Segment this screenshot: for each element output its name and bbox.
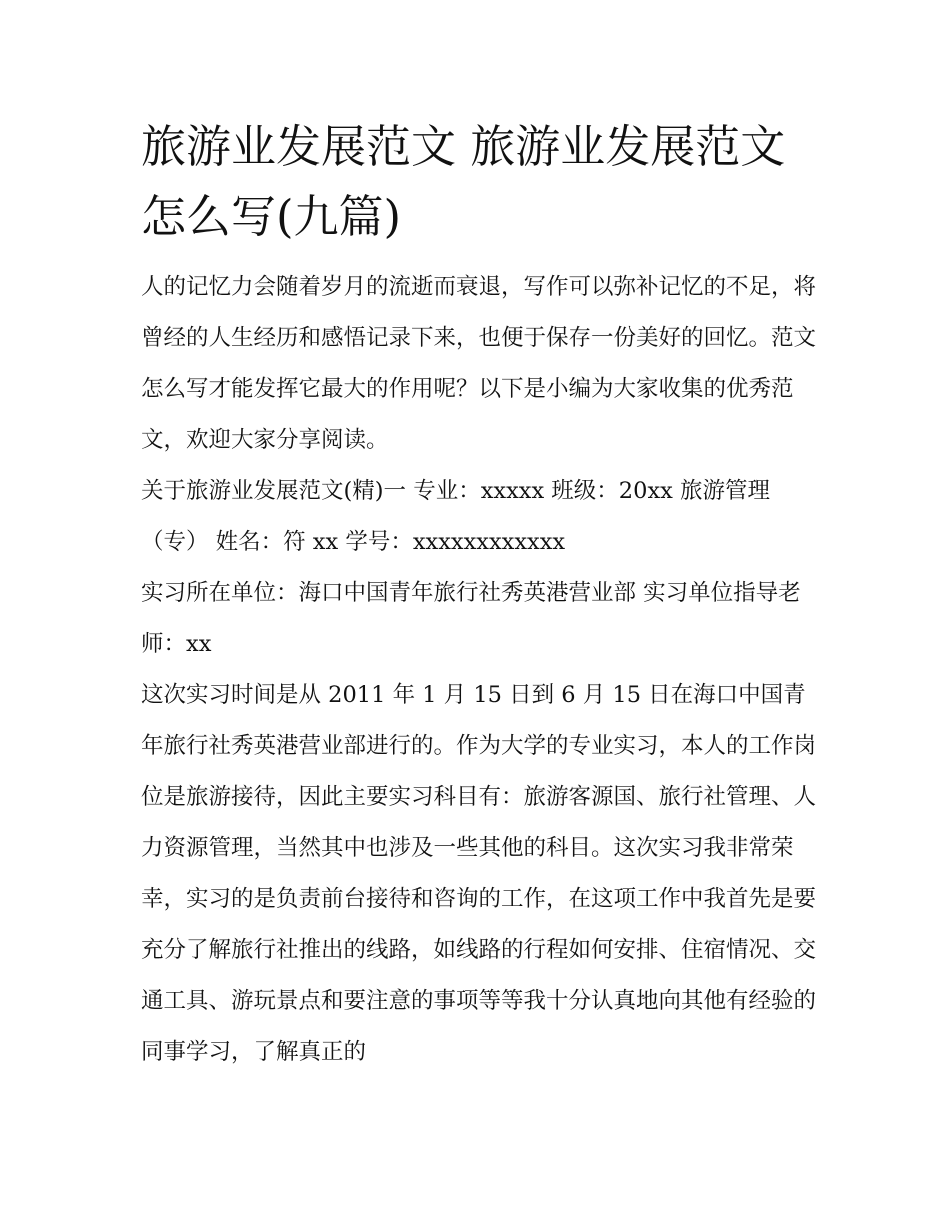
paragraph-intro: 人的记忆力会随着岁月的流逝而衰退，写作可以弥补记忆的不足，将曾经的人生经历和感悟记录下来，也便于保存一份美好的回忆。范文怎么写才能发挥它最大的作用呢？以下是小编为大家收集的优秀范文，欢迎大家分享阅读。 [141, 274, 817, 453]
document-body [141, 112, 821, 1078]
paragraph-internship-unit: 实习所在单位：海口中国青年旅行社秀英港营业部 实习单位指导老师：xx [141, 580, 801, 657]
document-title: 旅游业发展范文 旅游业发展范文怎么写(九篇) [141, 120, 786, 243]
paragraph-internship-details: 这次实习时间是从 2011 年 1 月 15 日到 6 月 15 日在海口中国青年旅行社秀英港营业部进行的。作为大学的专业实习，本人的工作岗位是旅游接待，因此主要实习科目有：旅游客源国、旅行社管理、人力资源管理，当然其中也涉及一些其他的科目。这次实习我非常荣幸，实习的是负责前台接待和咨询的工作，在这项工作中我首先是要充分了解旅行社推出的线路，如线路的行程如何安排、住宿情况、交通工具、游玩景点和要注意的事项等等我十分认真地向其他有经验的同事学习，了解真正的 [141, 682, 817, 1065]
paragraph-student-info: 关于旅游业发展范文(精)一 专业：xxxxx 班级：20xx 旅游管理（专） 姓名：符 xx 学号：xxxxxxxxxxxx [141, 478, 770, 555]
